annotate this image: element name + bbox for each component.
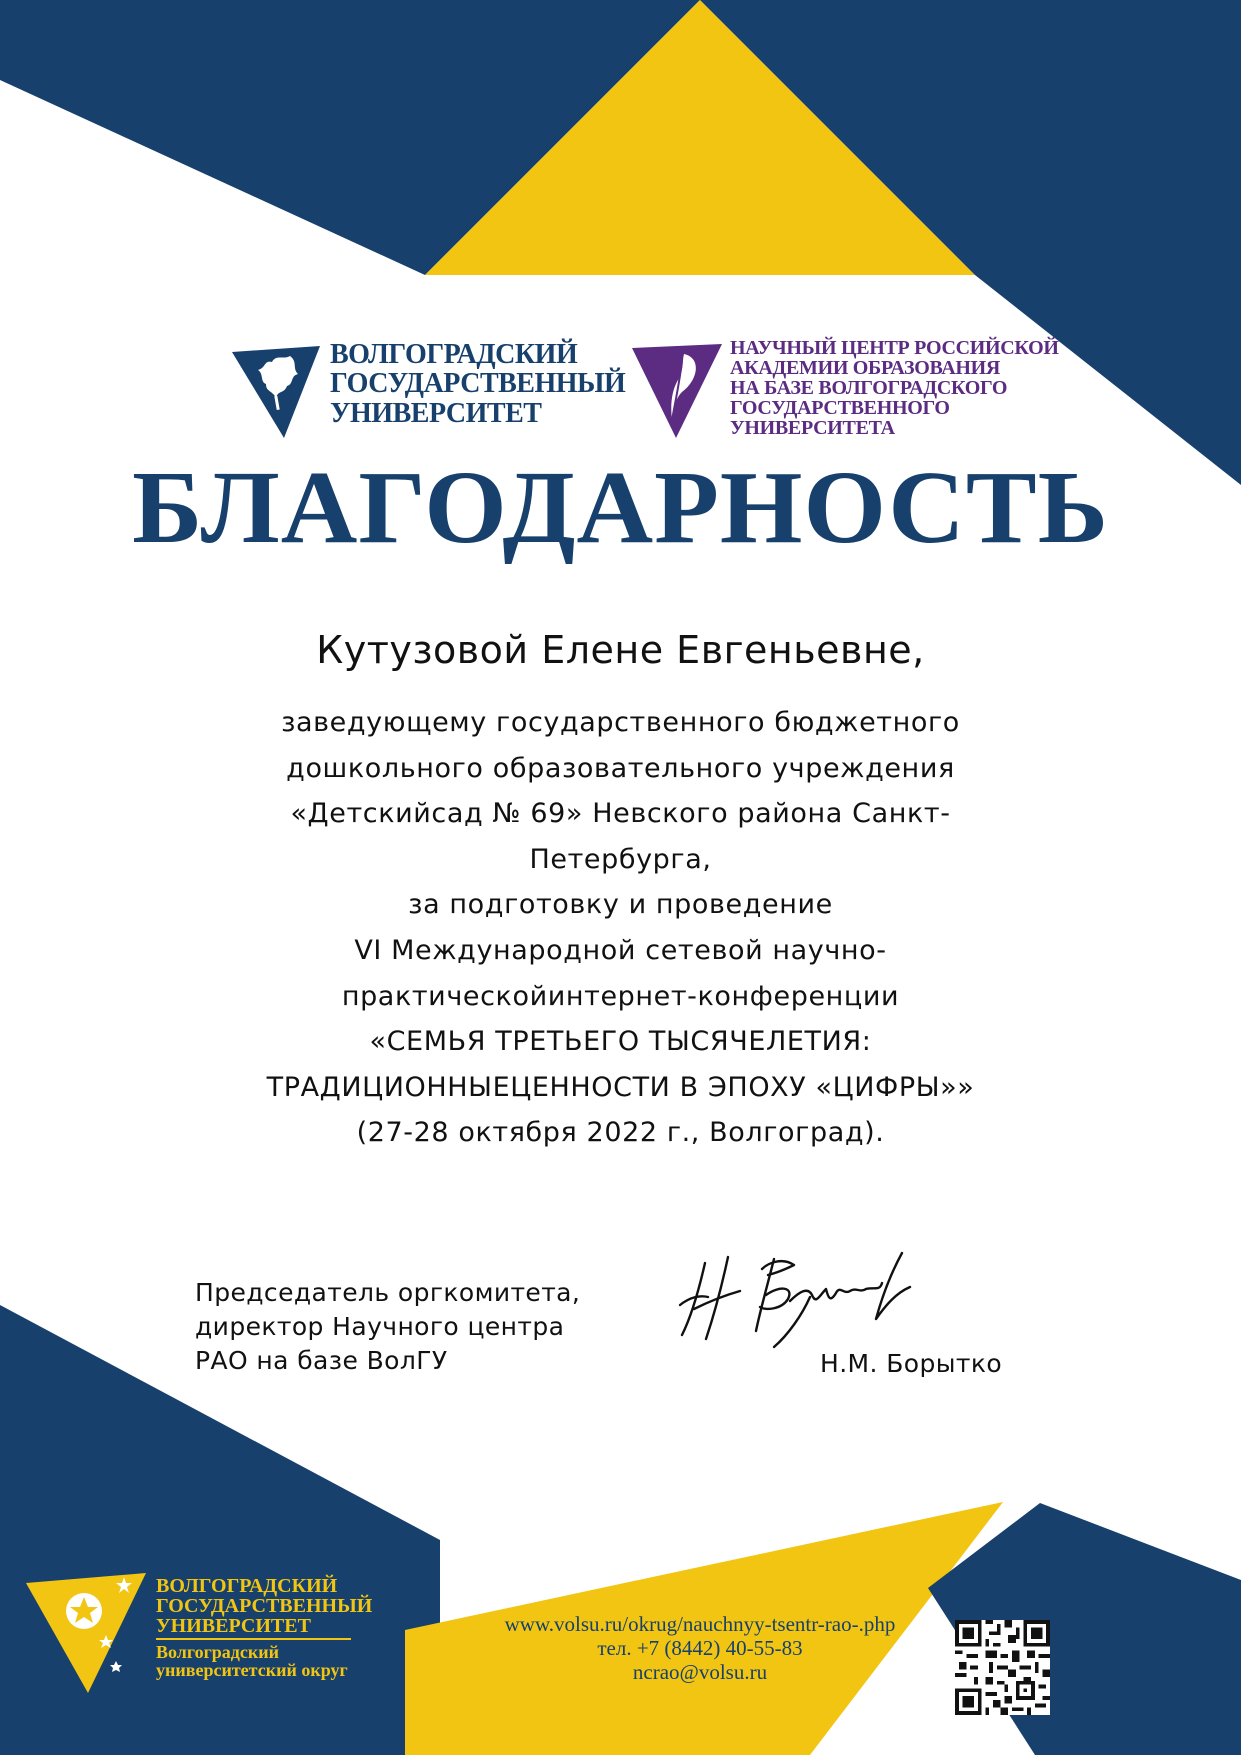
recipient-name: Кутузовой Елене Евгеньевне, [316, 628, 925, 672]
footer-email-link[interactable]: ncrao@volsu.ru [632, 1660, 768, 1684]
signer-role-line: Председатель оргкомитета, [195, 1278, 581, 1307]
vgu-logo-line: УНИВЕРСИТЕТ [330, 397, 542, 429]
footer-logo-line: УНИВЕРСИТЕТ [156, 1615, 311, 1637]
footer-logo-text [156, 1576, 396, 1679]
footer-logo-subline: университетский округ [156, 1660, 348, 1680]
citation-body [150, 700, 1091, 1156]
body-line: «Детскийсад № 69» Невского района Санкт- [290, 798, 951, 830]
body-line: ТРАДИЦИОННЫЕЦЕННОСТИ В ЭПОХУ «ЦИФРЫ»» [266, 1071, 975, 1103]
rao-logo-line: АКАДЕМИИ ОБРАЗОВАНИЯ [730, 357, 1001, 379]
body-line: за подготовку и проведение [408, 889, 833, 921]
footer-vgu-emblem [26, 1565, 148, 1695]
rao-logo-emblem [632, 340, 724, 440]
rao-logo-text [730, 338, 1060, 438]
rao-logo-line: НАУЧНЫЙ ЦЕНТР РОССИЙСКОЙ [730, 337, 1059, 359]
vgu-logo-line: ГОСУДАРСТВЕННЫЙ [330, 368, 626, 400]
rao-logo-line: НА БАЗЕ ВОЛГОГРАДСКОГО [730, 377, 1008, 399]
body-line: VI Международной сетевой научно- [354, 934, 887, 966]
signer-name: Н.М. Борытко [820, 1349, 1003, 1378]
vgu-logo-text [330, 339, 626, 429]
body-line: Петербурга, [529, 843, 712, 875]
footer-phone: тел. +7 (8442) 40-55-83 [597, 1636, 803, 1660]
footer-url-link[interactable]: www.volsu.ru/okrug/nauchnyy-tsentr-rao-.php [504, 1612, 896, 1636]
vgu-logo-emblem [232, 340, 322, 440]
qr-code-icon[interactable] [955, 1620, 1050, 1715]
signer-role-line: директор Научного центра [195, 1312, 565, 1341]
footer-contacts [450, 1612, 950, 1684]
footer-logo-line: ГОСУДАРСТВЕННЫЙ [156, 1595, 373, 1617]
footer-logo-line: ВОЛГОГРАДСКИЙ [156, 1575, 338, 1597]
footer-logo-subline: Волгоградский [156, 1642, 279, 1662]
rao-logo-line: ГОСУДАРСТВЕННОГО [730, 397, 950, 419]
body-line: (27-28 октября 2022 г., Волгоград). [356, 1117, 885, 1149]
body-line: «СЕМЬЯ ТРЕТЬЕГО ТЫСЯЧЕЛЕТИЯ: [369, 1026, 872, 1058]
footer-logo-divider [156, 1638, 351, 1640]
signer-role [195, 1276, 580, 1378]
signer-role-line: РАО на базе ВолГУ [195, 1346, 448, 1375]
body-line: практическойинтернет-конференции [341, 980, 900, 1012]
body-line: заведующему государственного бюджетного [281, 707, 960, 738]
rao-logo-line: УНИВЕРСИТЕТА [730, 417, 895, 439]
body-line: дошкольного образовательного учреждения [286, 752, 955, 784]
handwritten-signature [670, 1235, 940, 1355]
vgu-logo-line: ВОЛГОГРАДСКИЙ [330, 339, 578, 370]
page-title: БЛАГОДАРНОСТЬ [132, 450, 1109, 565]
